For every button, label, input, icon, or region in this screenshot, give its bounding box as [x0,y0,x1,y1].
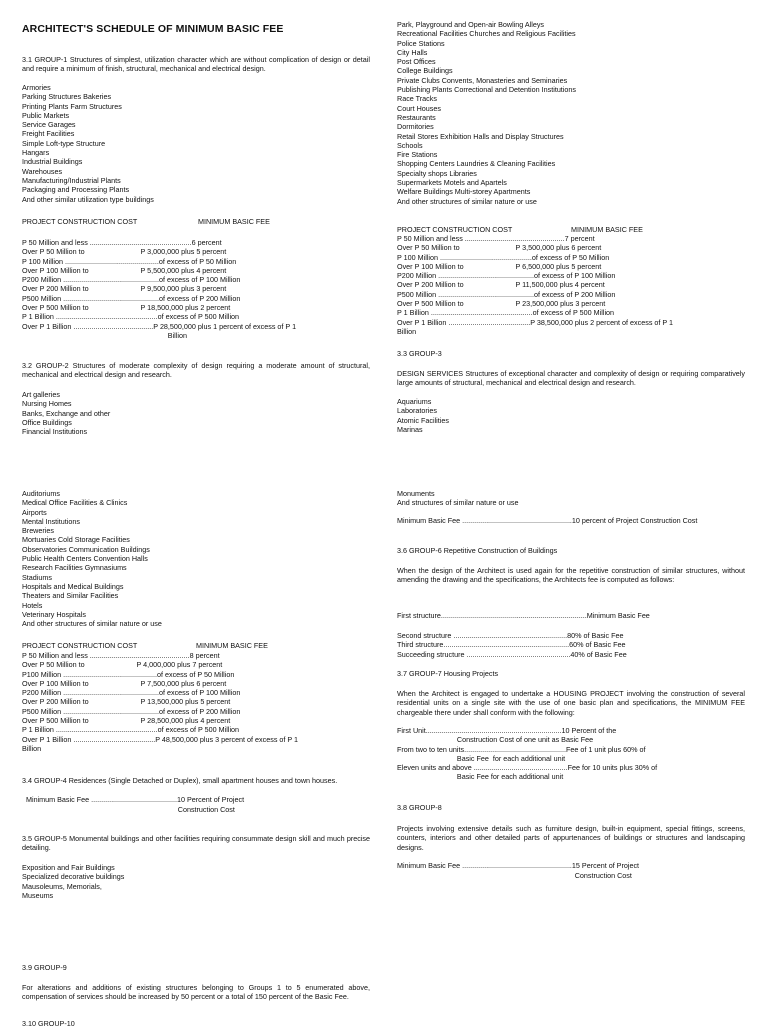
list-line: City Halls [397,47,428,57]
group6-fee-list [397,631,627,659]
list-line: P 1 Billion ...................................................of excess of P 500 Million [22,312,240,322]
list-line: Over P 50 Million to P 3,500,000 plus 6 percent [397,243,602,253]
group8-minimum-fee: Minimum Basic Fee .......................................................15 Percent of Project [397,861,640,870]
group4-minimum-fee: Minimum Basic Fee ...........................................10 Percent of Project [22,795,245,804]
list-line: And other similar utilization type buildings [22,194,154,204]
list-line: Nursing Homes [22,399,72,409]
list-line: Museums [22,890,54,900]
list-line: P 1 Billion ...................................................of excess of P 500 Million [22,725,240,735]
list-line: Over P 100 Million to P 6,500,000 plus 5 percent [397,261,602,271]
list-line: Second structure .........................................................80% of Basic Fee [397,631,624,640]
list-line: Restaurants [397,112,436,122]
list-line: P 100 Million ..............................................of excess of P 50 Million [397,252,610,262]
group6-intro: When the design of the Architect is used again for the repetitive construction of similar structures, without amending the drawing and the specifications, the Architects fee is computed as follows: [397,566,745,585]
list-line: Hotels [22,600,43,610]
list-line: Fire Stations [397,150,438,160]
list-line: Research Facilities Gymnasiums [22,563,127,573]
list-line: Billion [22,743,42,753]
list-line: Veterinary Hospitals [22,609,86,619]
list-line: P 100 Million ...............................................of excess of P 50 Million [22,256,237,266]
list-line: Theaters and Similar Facilities [22,591,119,601]
list-line: Over P 1 Billion .........................................P 48,500,000 plus 3 percent of excess of P 1 [22,734,299,744]
list-line: Schools [397,140,423,150]
list-line: Specialized decorative buildings [22,872,125,882]
group1-building-list [22,83,154,204]
list-line: Over P 100 Million to P 7,500,000 plus 6 percent [22,678,227,688]
group2-table-header [397,225,643,234]
list-line: Over P 500 Million to P 18,500,000 plus 2 percent [22,303,231,313]
list-line: Aquariums [397,397,432,406]
list-line: P200 Million ................................................of excess of P 100 Million [22,688,241,698]
list-line: Over P 500 Million to P 23,500,000 plus 3 percent [397,299,606,309]
group9-intro: For alterations and additions of existing structures belonging to Groups 1 to 5 enumerated above, compensation of services should be increased by 50 percent or a total of 150 percent of the Basic Fee. [22,983,370,1002]
group2-building-list-continued [397,20,576,206]
list-line: Publishing Plants Correctional and Detention Institutions [397,85,576,95]
group3-building-list [397,397,449,434]
list-line: Succeeding structure ....................................................40% of Basic Fee [397,649,627,659]
list-line: Packaging and Processing Plants [22,185,130,195]
list-line: First Unit....................................................................10 Percent of the [397,726,617,735]
page-title: ARCHITECT'S SCHEDULE OF MINIMUM BASIC FEE [22,23,284,35]
list-line: Medical Office Facilities & Clinics [22,498,128,508]
list-line: P 1 Billion ...................................................of excess of P 500 Million [397,308,615,318]
list-line: Billion [397,326,417,336]
group5-building-list [22,863,124,900]
list-line: Over P 50 Million to P 4,000,000 plus 7 percent [22,660,223,670]
list-line: P200 Million ................................................of excess of P 100 Million [397,271,616,281]
list-line: P 50 Million and less ..................................................7 percent [397,234,595,243]
group8-minimum-fee-cont: Construction Cost [397,871,632,880]
group9-heading: 3.9 GROUP-9 [22,963,67,972]
group1-fee-table [22,238,296,340]
list-line: Stadiums [22,572,52,582]
list-line: Manufacturing/Industrial Plants [22,175,121,185]
list-line: Billion [22,330,187,340]
fee-column-header: MINIMUM BASIC FEE [196,641,268,650]
list-line: Over P 100 Million to P 5,500,000 plus 4 percent [22,265,227,275]
list-line: P 50 Million and less ...................................................6 percent [22,238,222,247]
list-line: Recreational Facilities Churches and Religious Facilities [397,29,576,39]
list-line: And other structures of similar nature or use [397,196,537,206]
list-line: P 50 Million and less ..................................................8 percent [22,651,220,660]
list-line: Laboratories [397,406,437,416]
list-line: Over P 1 Billion ........................................P 28,500,000 plus 1 percent of excess of P 1 [22,321,297,331]
list-line: Freight Facilities [22,129,75,139]
group2-fee-table [397,234,673,336]
list-line: Parking Structures Bakeries [22,92,112,102]
list-line: Park, Playground and Open-air Bowling Alleys [397,20,545,29]
list-line: From two to ten units...................................................Fee of 1 unit plus 60% of [397,744,646,754]
group7-fee-list [397,726,657,782]
list-line: Hangars [22,148,50,158]
list-line: Over P 200 Million to P 9,500,000 plus 3 percent [22,284,227,294]
list-line: Retail Stores Exhibition Halls and Display Structures [397,131,564,141]
list-line: Post Offices [397,57,436,67]
list-line: Service Garages [22,120,76,130]
list-line: Monuments [397,489,435,498]
cost-column-header: PROJECT CONSTRUCTION COST [397,225,513,234]
cost-column-header: PROJECT CONSTRUCTION COST [22,217,138,226]
group6-first-structure: First structure.........................................................................Minimum Basic Fee [397,611,650,620]
fee-column-header: MINIMUM BASIC FEE [198,217,270,226]
group7-heading: 3.7 GROUP-7 Housing Projects [397,669,499,678]
list-line: Supermarkets Motels and Apartels [397,178,507,188]
list-line: Over P 50 Million to P 3,000,000 plus 5 percent [22,247,227,257]
list-line: Banks, Exchange and other [22,408,111,418]
list-line: Private Clubs Convents, Monasteries and Seminaries [397,75,568,85]
group1-table-header [22,217,270,226]
list-line: College Buildings [397,66,453,76]
list-line: Marinas [397,424,423,434]
group7-intro: When the Architect is engaged to undertake a HOUSING PROJECT involving the construction of several residential units on a single site with the use of one basic plan and specifications, the MINIMUM FEE chargeable there under shall conform with the following: [397,689,745,717]
list-line: Basic Fee for each additional unit [397,753,566,763]
fee-column-header: MINIMUM BASIC FEE [571,225,643,234]
list-line: Over P 200 Million to P 11,500,000 plus 4 percent [397,280,605,290]
cost-column-header: PROJECT CONSTRUCTION COST [22,641,138,650]
list-line: P500 Million ................................................of excess of P 200 Million [397,289,616,299]
group3-fee-table [22,651,298,753]
list-line: Warehouses [22,166,63,176]
list-line: Over P 200 Million to P 13,500,000 plus 5 percent [22,697,231,707]
list-line: Mental Institutions [22,516,80,526]
list-line: P500 Million ................................................of excess of P 200 Million [22,293,241,303]
list-line: Industrial Buildings [22,157,83,167]
group4-intro: 3.4 GROUP-4 Residences (Single Detached or Duplex), small apartment houses and town houses. [22,776,338,785]
list-line: P500 Million ................................................of excess of P 200 Million [22,706,241,716]
list-line: Exposition and Fair Buildings [22,863,115,872]
group5-intro: 3.5 GROUP-5 Monumental buildings and other facilities requiring consummate design skill and much precise detailing. [22,834,370,853]
list-line: Art galleries [22,390,60,399]
list-line: Basic Fee for each additional unit [397,772,564,782]
list-line: And other structures of similar nature or use [22,619,162,629]
list-line: Eleven units and above ...............................................Fee for 10 units plus 30% of [397,763,658,773]
group8-intro: Projects involving extensive details such as furniture design, built-in equipment, special fittings, screens, counters, interiors and other detailed parts of appurtenances of buildings or structures and landscaping designs. [397,824,745,852]
list-line: Welfare Buildings Multi-storey Apartments [397,187,531,197]
group1-intro: 3.1 GROUP-1 Structures of simplest, utilization character which are without complication of design or detail and require a minimum of finish, structural, mechanical and electrical design. [22,55,370,74]
list-line: Atomic Facilities [397,415,449,425]
group3-building-list-continued [22,489,162,628]
group8-heading: 3.8 GROUP-8 [397,803,442,812]
list-line: Financial Institutions [22,427,88,437]
group4-minimum-fee-cont: Construction Cost [22,805,235,814]
list-line: P100 Million ...............................................of excess of P 50 Million [22,669,235,679]
group5-building-list-continued [397,489,518,508]
group2-building-list [22,390,110,436]
group5-minimum-fee: Minimum Basic Fee .......................................................10 percent of Project Construction Cost [397,516,698,525]
list-line: Printing Plants Farm Structures [22,101,122,111]
list-line: Public Health Centers Convention Halls [22,554,148,564]
list-line: Public Markets [22,110,70,120]
list-line: Over P 1 Billion .........................................P 38,500,000 plus 2 percent of excess of P 1 [397,317,674,327]
list-line: Hospitals and Medical Buildings [22,581,124,591]
list-line: Office Buildings [22,417,72,427]
list-line: Mausoleums, Memorials, [22,881,102,891]
group6-heading: 3.6 GROUP-6 Repetitive Construction of Buildings [397,546,558,555]
list-line: Construction Cost of one unit as Basic Fee [397,735,594,745]
list-line: Armories [22,83,51,92]
group3-heading: 3.3 GROUP-3 [397,349,442,358]
list-line: Police Stations [397,38,445,48]
list-line: Dormitories [397,122,434,132]
list-line: P200 Million ................................................of excess of P 100 Million [22,275,241,285]
list-line: Specialty shops Libraries [397,168,477,178]
list-line: And structures of similar nature or use [397,498,519,508]
list-line: Third structure...............................................................60% of Basic Fee [397,640,626,650]
list-line: Court Houses [397,103,441,113]
list-line: Race Tracks [397,94,437,104]
group3-table-header [22,641,268,650]
list-line: Over P 500 Million to P 28,500,000 plus 4 percent [22,716,231,726]
list-line: Breweries [22,526,54,536]
list-line: Mortuaries Cold Storage Facilities [22,535,130,545]
group2-intro: 3.2 GROUP-2 Structures of moderate complexity of design requiring a moderate amount of structural, mechanical and electrical design and research. [22,361,370,380]
group3-intro: DESIGN SERVICES Structures of exceptional character and complexity of design or requiring comparatively large amounts of structural, mechanical and electrical design and research. [397,369,745,388]
list-line: Auditoriums [22,489,60,498]
list-line: Shopping Centers Laundries & Cleaning Facilities [397,159,556,169]
list-line: Simple Loft-type Structure [22,138,106,148]
list-line: Airports [22,507,47,517]
group10-heading: 3.10 GROUP-10 [22,1019,75,1028]
list-line: Observatories Communication Buildings [22,544,150,554]
